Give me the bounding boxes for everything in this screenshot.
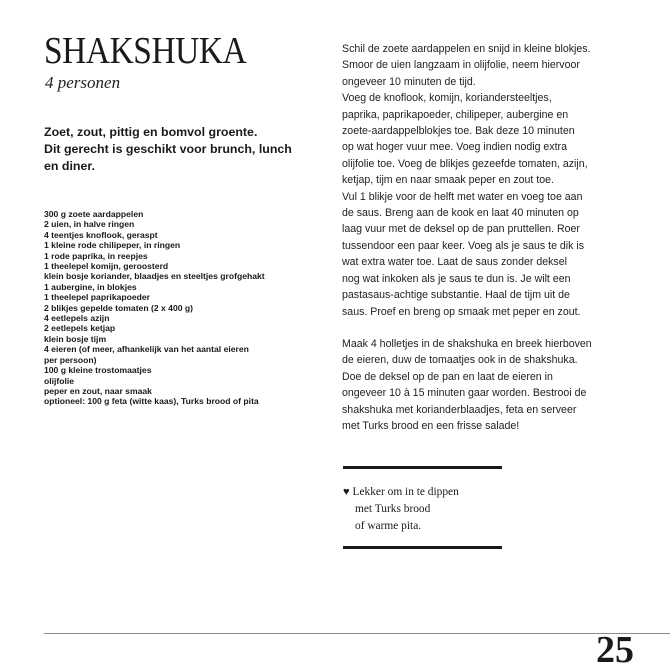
method-line: ketjap, tijm en naar smaak peper en zout toe. [342,174,554,187]
ingredient-item: optioneel: 100 g feta (witte kaas), Turks brood of pita [44,396,259,407]
tip-top-rule [343,466,502,469]
ingredient-item: 4 eieren (of meer, afhankelijk van het aantal eieren [44,344,249,355]
servings-subtitle: 4 personen [45,73,121,92]
method-line: ongeveer 10 minuten de tijd. [342,75,476,88]
paragraph-gap [342,320,632,336]
method-line: met Turks brood en een frisse salade! [342,419,520,432]
method-line: shakshuka met korianderblaadjes, feta en serveer [342,403,577,416]
ingredient-item: 1 rode paprika, in reepjes [44,250,148,261]
intro-line: en diner. [44,159,95,173]
method-line: Voeg de knoflook, komijn, koriandersteeltjes, [342,92,552,105]
ingredient-item: per persoon) [44,354,97,365]
method-line: de saus. Breng aan de kook en laat 40 minuten op [342,207,579,220]
method-line: Maak 4 holletjes in de shakshuka en breek hierboven [342,337,592,350]
method-line: Smoor de uien langzaam in olijfolie, neem hiervoor [342,59,580,72]
ingredient-item: olijfolie [44,375,75,386]
serving-tip [343,484,513,536]
ingredient-item: 1 kleine rode chilipeper, in ringen [44,240,181,251]
ingredient-item: 1 aubergine, in blokjes [44,281,137,292]
method-line: paprika, paprikapoeder, chilipeper, aubergine en [342,108,569,121]
method-line: ongeveer 10 à 15 minuten gaar worden. Bestrooi de [342,387,587,400]
tip-bottom-rule [343,546,502,549]
method-line: Doe de deksel op de pan en laat de eieren in [342,370,553,383]
tip-line: met Turks brood [355,503,431,516]
method-line: Schil de zoete aardappelen en snijd in kleine blokjes. [342,43,591,55]
method-line: olijfolie toe. Voeg de blikjes gezeefde tomaten, azijn, [342,157,588,170]
ingredient-item: 2 uien, in halve ringen [44,219,135,230]
method-line: nog wat inkoken als je saus te dun is. Je wilt een [342,272,571,285]
ingredient-item: 2 eetlepels ketjap [44,323,116,334]
ingredient-item: peper en zout, naar smaak [44,385,152,396]
page-number: 25 [596,629,634,671]
method-line: Vul 1 blikje voor de helft met water en voeg toe aan [342,190,583,203]
method-text [342,41,632,434]
ingredient-item: 4 eetlepels azijn [44,313,110,324]
method-line: tussendoor een paar keer. Voeg als je saus te dik is [342,239,585,252]
heart-icon: ♥ [343,486,350,498]
intro-text [44,124,309,175]
ingredient-item: klein bosje tijm [44,333,107,344]
page-title: SHAKSHUKA [44,30,247,72]
intro-line: Zoet, zout, pittig en bomvol groente. [44,125,258,139]
ingredient-item: 4 teentjes knoflook, geraspt [44,229,158,240]
method-line: laag vuur met de deksel op de pan pruttellen. Roer [342,223,580,236]
method-line: pastasaus-achtige substantie. Haal de tijm uit de [342,289,570,302]
ingredient-item: klein bosje koriander, blaadjes en steeltjes grofgehakt [44,271,265,282]
method-line: op wat hoger vuur mee. Voeg indien nodig extra [342,141,567,154]
ingredient-item: 300 g zoete aardappelen [44,209,144,219]
footer-rule [44,633,670,634]
method-line: wat extra water toe. Laat de saus zonder deksel [342,256,567,269]
method-line: saus. Proef en breng op smaak met peper en zout. [342,305,581,318]
tip-line [343,484,513,501]
ingredient-list [44,209,314,407]
ingredient-item: 1 theelepel paprikapoeder [44,292,151,303]
ingredient-item: 2 blikjes gepelde tomaten (2 x 400 g) [44,302,194,313]
ingredient-item: 100 g kleine trostomaatjes [44,365,152,376]
tip-line: of warme pita. [355,520,422,533]
ingredient-item: 1 theelepel komijn, geroosterd [44,261,169,272]
tip-line-text: Lekker om in te dippen [352,486,459,498]
method-line: de eieren, duw de tomaatjes ook in de shakshuka. [342,354,578,367]
method-line: zoete-aardappelblokjes toe. Bak deze 10 minuten [342,125,575,138]
intro-line: Dit gerecht is geschikt voor brunch, lunch [44,142,292,156]
